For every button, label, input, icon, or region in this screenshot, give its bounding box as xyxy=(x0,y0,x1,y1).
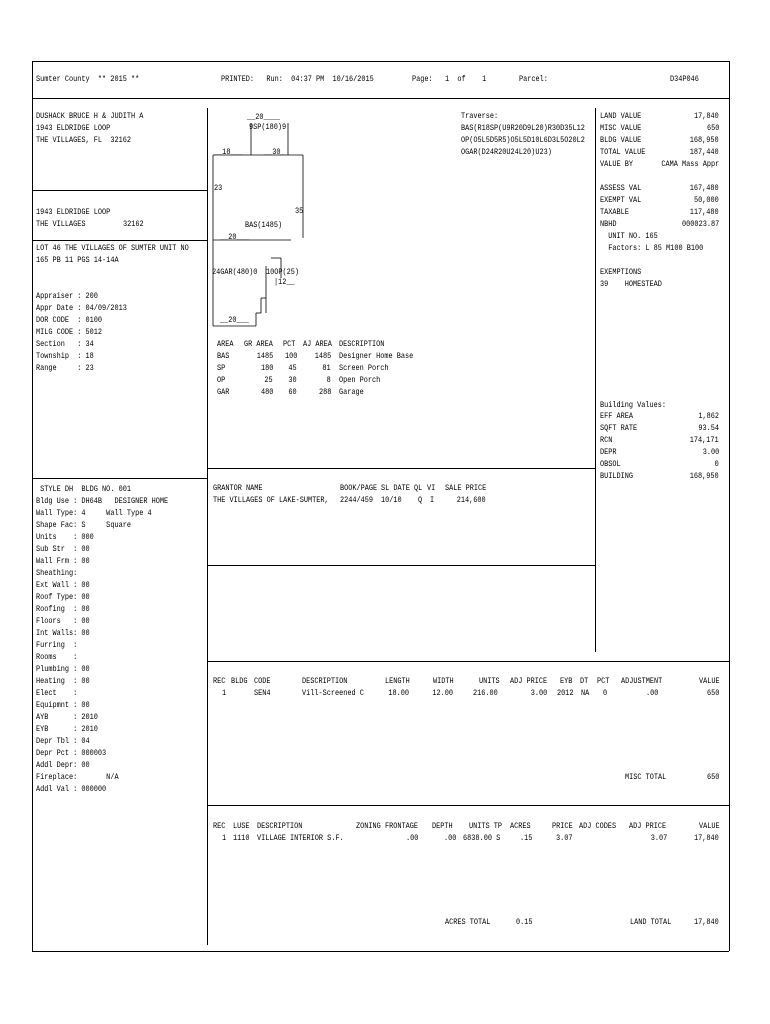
misc-header-cell: EYB xyxy=(560,677,573,686)
frame-bottom-line xyxy=(32,951,729,952)
building-info-line: Addl Val : 000000 xyxy=(36,785,107,794)
building-info-line: Equipmnt : 00 xyxy=(36,701,90,710)
building-value-row xyxy=(600,448,719,458)
land-cell: 3.07 xyxy=(556,834,573,843)
assess-row xyxy=(600,220,719,230)
area-cell: 30 xyxy=(288,376,297,385)
land-header-cell: ZONING xyxy=(356,822,381,831)
sales-cell: 10/10 xyxy=(381,496,402,505)
site-divider xyxy=(32,240,207,241)
area-cell: 45 xyxy=(288,364,297,373)
land-cell: 1110 xyxy=(233,834,250,843)
sketch-label-20c: __20___ xyxy=(220,316,249,325)
land-cell: .00 xyxy=(443,834,456,843)
misc-header-cell: DT xyxy=(580,677,589,686)
area-header-cell: PCT xyxy=(283,340,296,349)
sales-cell: 2244/459 xyxy=(340,496,374,505)
area-row xyxy=(217,364,457,374)
area-cell: SP xyxy=(217,364,226,373)
area-cell: Garage xyxy=(339,388,364,397)
assessment-summary xyxy=(600,184,719,234)
sketch-lines xyxy=(211,108,311,338)
sketch-label-18: __18___ xyxy=(214,148,243,157)
value-row-value: 650 xyxy=(706,124,719,133)
misc-cell: 2012 xyxy=(557,689,574,698)
building-info-line: Rooms : xyxy=(36,653,78,662)
sales-top-line xyxy=(208,468,595,469)
misc-cell: Vill-Screened C xyxy=(302,689,364,698)
building-info-line: AYB : 2010 xyxy=(36,713,98,722)
building-info-line: Shape Fac: S Square xyxy=(36,521,131,530)
section: Section : 34 xyxy=(36,340,94,349)
building-info-line: Depr Pct : 000003 xyxy=(36,749,107,758)
land-cell: 3.07 xyxy=(650,834,667,843)
building-value-row-value: 1,862 xyxy=(698,412,719,421)
area-row xyxy=(217,388,457,398)
misc-header-cell: CODE xyxy=(254,677,271,686)
assess-row-label: NBHD xyxy=(600,220,617,229)
area-cell: 81 xyxy=(322,364,331,373)
area-row xyxy=(217,376,457,386)
owner-divider xyxy=(32,190,207,191)
misc-cell: 12.00 xyxy=(432,689,453,698)
area-table-header xyxy=(217,340,457,350)
building-info-line: Wall Frm : 00 xyxy=(36,557,90,566)
assess-row-label: ASSESS VAL xyxy=(600,184,642,193)
site-city: THE VILLAGES xyxy=(36,220,86,229)
land-header-cell: ADJ PRICE xyxy=(629,822,667,831)
land-header-cell: DEPTH xyxy=(432,822,453,831)
assess-row xyxy=(600,208,719,218)
sales-cell: I xyxy=(430,496,435,505)
misc-header-cell: ADJUSTMENT xyxy=(621,677,663,686)
area-cell: BAS xyxy=(217,352,230,361)
range: Range : 23 xyxy=(36,364,94,373)
area-cell: 8 xyxy=(326,376,331,385)
township: Township : 18 xyxy=(36,352,94,361)
area-cell: GAR xyxy=(217,388,230,397)
building-info-line: Heating : 00 xyxy=(36,677,90,686)
assess-row-value: 000023.87 xyxy=(681,220,719,229)
sales-header xyxy=(213,484,593,494)
misc-header-cell: VALUE xyxy=(699,677,720,686)
land-header-cell: VALUE xyxy=(699,822,720,831)
value-row-value: CAMA Mass Appr xyxy=(661,160,719,169)
land-row xyxy=(213,834,719,844)
frame-top-line xyxy=(32,61,729,62)
sales-header-cell: GRANTOR NAME xyxy=(213,484,263,493)
building-value-row xyxy=(600,412,719,422)
acres-total-label: ACRES TOTAL xyxy=(445,918,491,927)
area-cell: 25 xyxy=(264,376,273,385)
building-info-line: STYLE DH BLDG NO. 001 xyxy=(36,485,131,494)
building-info-line: Depr Tbl : 04 xyxy=(36,737,90,746)
value-row xyxy=(600,124,719,134)
assess-row xyxy=(600,184,719,194)
misc-cell: NA xyxy=(581,689,590,698)
owner-city: THE VILLAGES, FL 32162 xyxy=(36,136,131,145)
building-value-row xyxy=(600,424,719,434)
misc-header-cell: WIDTH xyxy=(433,677,454,686)
building-value-row-label: RCN xyxy=(600,436,613,445)
area-header-cell: AREA xyxy=(217,340,234,349)
sketch-label-35: 35 xyxy=(295,207,304,216)
sketch-label-sp: 9SP(180)9 xyxy=(249,123,287,132)
land-total: 17,840 xyxy=(694,918,719,927)
county-title: Sumter County ** 2015 ** xyxy=(36,75,140,84)
land-header-cell: UNITS TP xyxy=(469,822,503,831)
header-divider xyxy=(32,98,729,99)
building-info-line: Roofing : 00 xyxy=(36,605,90,614)
land-cell: 17,840 xyxy=(694,834,719,843)
misc-top-line xyxy=(208,661,729,662)
sales-header-cell: QL xyxy=(414,484,423,493)
sketch-label-20b: __20___ xyxy=(220,233,249,242)
building-info-line: Units : 000 xyxy=(36,533,94,542)
building-info-line: Sheathing: xyxy=(36,569,78,578)
building-value-row xyxy=(600,460,719,470)
land-cell: .00 xyxy=(405,834,418,843)
misc-header-cell: PCT xyxy=(597,677,610,686)
area-cell: 60 xyxy=(288,388,297,397)
area-cell: 1485 xyxy=(314,352,331,361)
frame-left-line xyxy=(32,61,33,951)
value-summary xyxy=(600,112,719,172)
sketch-label-gar: 24GAR(480)0 xyxy=(212,268,258,277)
sales-cell: 214,600 xyxy=(457,496,486,505)
misc-header-cell: BLDG xyxy=(231,677,248,686)
misc-header-cell: ADJ PRICE xyxy=(510,677,548,686)
sketch-label-12: |12__ xyxy=(274,278,295,287)
misc-header-cell: LENGTH xyxy=(385,677,410,686)
right-column-divider xyxy=(595,108,596,652)
area-cell: Open Porch xyxy=(339,376,381,385)
traverse-label: Traverse: xyxy=(461,112,499,121)
building-value-row-value: 174,171 xyxy=(690,436,719,445)
land-header-cell: DESCRIPTION xyxy=(257,822,303,831)
building-info-line: Ext Wall : 00 xyxy=(36,581,90,590)
area-row xyxy=(217,352,457,362)
misc-cell: 18.00 xyxy=(388,689,409,698)
sales-header-cell: VI xyxy=(427,484,436,493)
sales-cell: Q xyxy=(418,496,423,505)
land-table xyxy=(213,822,719,846)
building-values-label: Building Values: xyxy=(600,401,667,410)
building-value-row-value: 93.54 xyxy=(698,424,719,433)
misc-cell: 650 xyxy=(706,689,719,698)
assess-row-label: TAXABLE xyxy=(600,208,629,217)
appr-date: Appr Date : 04/09/2013 xyxy=(36,304,127,313)
building-info-line: EYB : 2010 xyxy=(36,725,98,734)
building-value-row xyxy=(600,436,719,446)
area-cell: 1485 xyxy=(256,352,273,361)
value-row-label: BLDG VALUE xyxy=(600,136,642,145)
land-cell: .15 xyxy=(519,834,532,843)
unit-number: UNIT NO. 165 xyxy=(600,232,658,241)
land-header-cell: REC xyxy=(213,822,226,831)
building-value-row-value: 3.00 xyxy=(702,448,719,457)
legal-line-2: 165 PB 11 PGS 14-14A xyxy=(36,256,119,265)
misc-bottom-line xyxy=(208,805,729,806)
land-total-label: LAND TOTAL xyxy=(630,918,672,927)
misc-row xyxy=(213,689,719,699)
value-row xyxy=(600,112,719,122)
misc-total-label: MISC TOTAL xyxy=(625,773,667,782)
misc-cell: 216.00 xyxy=(473,689,498,698)
area-cell: 480 xyxy=(260,388,273,397)
misc-cell: 0 xyxy=(603,689,608,698)
assess-row xyxy=(600,196,719,206)
milg-code: MILG CODE : 5012 xyxy=(36,328,103,337)
area-header-cell: DESCRIPTION xyxy=(339,340,385,349)
area-cell: 288 xyxy=(318,388,331,397)
area-header-cell: GR AREA xyxy=(244,340,273,349)
building-value-row-value: 168,950 xyxy=(690,472,719,481)
sketch-label-23: 23 xyxy=(214,184,223,193)
value-row-value: 168,950 xyxy=(690,136,719,145)
land-header-cell: PRICE xyxy=(552,822,573,831)
sales-header-cell: SL DATE xyxy=(381,484,410,493)
value-row xyxy=(600,136,719,146)
sales-bottom-line xyxy=(208,565,595,566)
building-value-row-label: OBSOL xyxy=(600,460,621,469)
land-header-cell: FRONTAGE xyxy=(385,822,419,831)
sketch-label-30: __30_ xyxy=(264,148,285,157)
value-row xyxy=(600,160,719,170)
building-value-row-label: DEPR xyxy=(600,448,617,457)
sales-row xyxy=(213,496,593,506)
area-cell: 180 xyxy=(260,364,273,373)
area-cell: Screen Porch xyxy=(339,364,389,373)
land-header-cell: ADJ CODES xyxy=(579,822,617,831)
area-table xyxy=(217,340,457,410)
site-zip: 32162 xyxy=(123,220,144,229)
building-info-line: Bldg Use : DH64B DESIGNER HOME xyxy=(36,497,169,506)
sketch-label-bas: BAS(1485) xyxy=(245,221,283,230)
dor-code: DOR CODE : 0100 xyxy=(36,316,103,325)
sales-cell: THE VILLAGES OF LAKE-SUMTER, xyxy=(213,496,329,505)
building-info-line: Roof Type: 00 xyxy=(36,593,90,602)
building-info-line: Wall Type: 4 Wall Type 4 xyxy=(36,509,152,518)
building-info-line: Fireplace: N/A xyxy=(36,773,119,782)
value-row xyxy=(600,148,719,158)
sketch-label-20: __20____ xyxy=(247,113,281,122)
misc-total: 650 xyxy=(706,773,719,782)
land-cell: 6838.00 S xyxy=(462,834,500,843)
value-row-label: MISC VALUE xyxy=(600,124,642,133)
area-cell: 100 xyxy=(284,352,297,361)
frame-right-line xyxy=(729,61,730,951)
building-value-row xyxy=(600,472,719,482)
building-info-line: Furring : xyxy=(36,641,78,650)
misc-header-cell: UNITS xyxy=(479,677,500,686)
acres-total: 0.15 xyxy=(516,918,533,927)
value-row-value: 187,440 xyxy=(690,148,719,157)
owner-name: DUSHACK BRUCE H & JUDITH A xyxy=(36,112,144,121)
building-info-line: Elect : xyxy=(36,689,78,698)
building-info-line: Int Walls: 00 xyxy=(36,629,90,638)
value-row-label: LAND VALUE xyxy=(600,112,642,121)
sales-header-cell: BOOK/PAGE xyxy=(340,484,378,493)
left-column-divider xyxy=(207,108,208,945)
building-value-row-label: SQFT RATE xyxy=(600,424,638,433)
assess-row-label: EXEMPT VAL xyxy=(600,196,642,205)
misc-cell: .00 xyxy=(645,689,658,698)
assess-row-value: 50,000 xyxy=(694,196,719,205)
misc-header-cell: REC xyxy=(213,677,226,686)
sales-header-cell: SALE PRICE xyxy=(445,484,487,493)
area-cell: Designer Home Base xyxy=(339,352,414,361)
land-header-cell: LUSE xyxy=(233,822,250,831)
misc-cell: 3.00 xyxy=(530,689,547,698)
page-number: Page: 1 of 1 xyxy=(412,75,487,84)
site-address: 1943 ELDRIDGE LOOP xyxy=(36,208,111,217)
land-cell: VILLAGE INTERIOR S.F. xyxy=(257,834,344,843)
building-divider xyxy=(32,478,207,479)
area-header-cell: AJ AREA xyxy=(303,340,332,349)
building-info-line: Floors : 00 xyxy=(36,617,90,626)
parcel-id: D34P046 xyxy=(670,75,699,84)
land-header-cell: ACRES xyxy=(510,822,531,831)
value-row-label: VALUE BY xyxy=(600,160,634,169)
building-values xyxy=(600,412,719,484)
exemptions-label: EXEMPTIONS xyxy=(600,268,642,277)
land-header xyxy=(213,822,719,832)
traverse-line-2: OP(O5L5D5R5)O5L5D10L6D3L5O20L2 xyxy=(461,136,585,145)
building-value-row-label: EFF AREA xyxy=(600,412,634,421)
building-info-line: Addl Depr: 00 xyxy=(36,761,90,770)
owner-address: 1943 ELDRIDGE LOOP xyxy=(36,124,111,133)
value-row-value: 17,840 xyxy=(694,112,719,121)
printed-run: PRINTED: Run: 04:37 PM 10/16/2015 xyxy=(221,75,374,84)
misc-header-cell: DESCRIPTION xyxy=(302,677,348,686)
assess-row-value: 167,480 xyxy=(690,184,719,193)
building-value-row-label: BUILDING xyxy=(600,472,634,481)
area-cell: OP xyxy=(217,376,226,385)
factors: Factors: L 85 M100 B100 xyxy=(600,244,704,253)
misc-header xyxy=(213,677,719,687)
land-cell: 1 xyxy=(222,834,227,843)
appraiser: Appraiser : 200 xyxy=(36,292,98,301)
misc-cell: SEN4 xyxy=(254,689,271,698)
traverse-line-3: OGAR(D24R20U24L20)U23) xyxy=(461,148,552,157)
legal-line-1: LOT 46 THE VILLAGES OF SUMTER UNIT NO xyxy=(36,244,189,253)
parcel-label: Parcel: xyxy=(519,75,548,84)
misc-table xyxy=(213,677,719,701)
assess-row-value: 117,480 xyxy=(690,208,719,217)
sales-table xyxy=(213,484,593,508)
building-info-line: Sub Str : 00 xyxy=(36,545,90,554)
building-value-row-value: 0 xyxy=(714,460,719,469)
traverse-line-1: BAS(R18SP(U9R20D9L20)R30D35L12 xyxy=(461,124,585,133)
building-info-line: Plumbing : 00 xyxy=(36,665,90,674)
sketch-label-op: 10OP(25) xyxy=(266,268,300,277)
misc-cell: 1 xyxy=(222,689,227,698)
value-row-label: TOTAL VALUE xyxy=(600,148,646,157)
exemption-homestead: 39 HOMESTEAD xyxy=(600,280,662,289)
